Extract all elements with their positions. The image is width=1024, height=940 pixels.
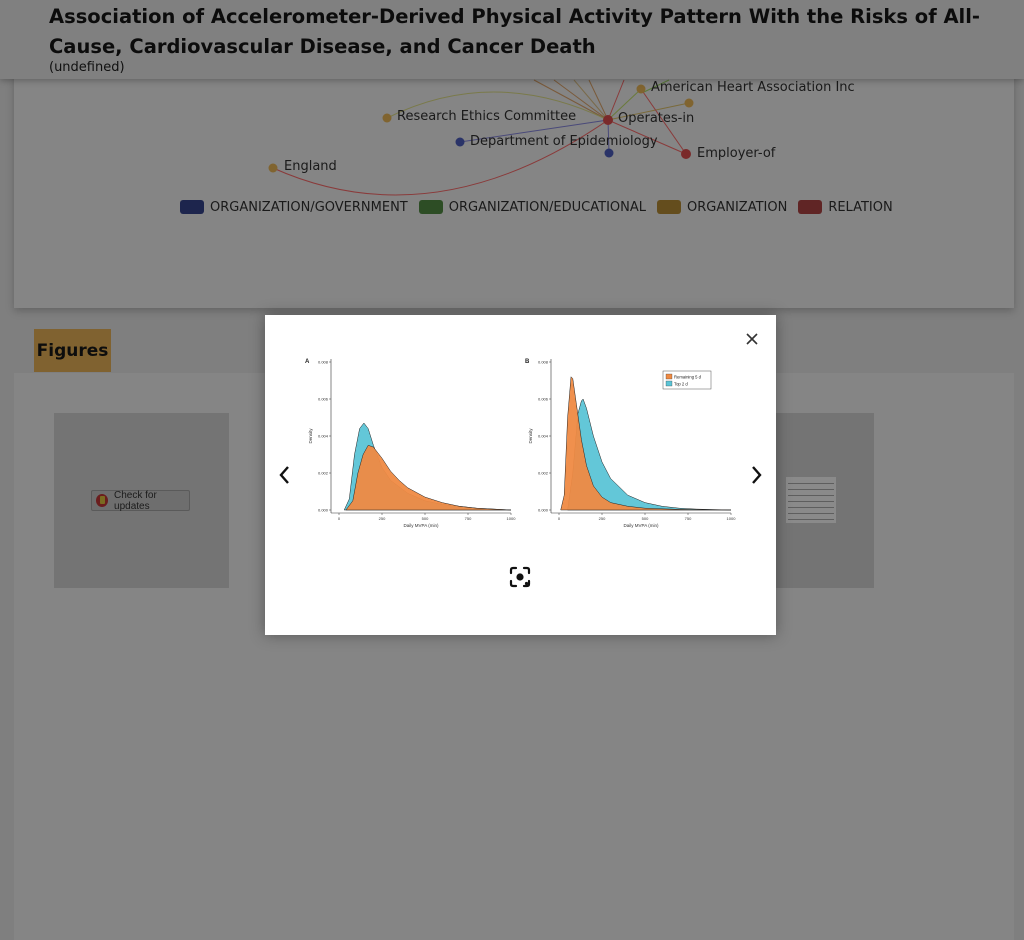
crossmark-icon <box>96 494 108 507</box>
close-button[interactable] <box>742 329 762 349</box>
y-tick-label: 0.000 <box>537 507 548 513</box>
legend-key <box>666 381 672 386</box>
x-tick-label: 250 <box>598 516 606 521</box>
graph-node-label[interactable]: Department of Epidemiology <box>470 134 658 149</box>
x-tick-label: 0 <box>557 516 561 521</box>
y-tick-label: 0.008 <box>537 359 548 365</box>
x-axis-label: Daily MVPA (min) <box>623 523 659 528</box>
y-tick-label: 0.004 <box>537 433 548 439</box>
chart-panel-b <box>525 359 736 528</box>
panel-letter: A <box>305 359 310 365</box>
previous-figure-button[interactable] <box>274 463 296 487</box>
legend-item[interactable] <box>798 200 892 215</box>
legend-swatch <box>180 200 204 214</box>
x-tick-label: 1000 <box>726 516 736 521</box>
x-tick-label: 1000 <box>506 516 516 521</box>
graph-node-label[interactable]: Operates-in <box>618 111 695 126</box>
legend-swatch <box>419 200 443 214</box>
figures-section-label: Figures <box>34 329 111 372</box>
legend-swatch <box>798 200 822 214</box>
check-for-updates-label: Check for updates <box>114 489 157 512</box>
legend-entry: Top 2 d <box>674 381 688 387</box>
chart-panel-a <box>305 359 516 528</box>
x-tick-label: 750 <box>684 516 692 521</box>
article-subtitle: (undefined) <box>49 60 125 75</box>
legend-item[interactable] <box>419 200 646 215</box>
figure-image <box>303 353 739 543</box>
density-area-remaining-5-d <box>346 445 511 510</box>
y-tick-label: 0.004 <box>317 433 328 439</box>
legend-item[interactable] <box>657 200 787 215</box>
legend-label: RELATION <box>828 199 893 215</box>
y-tick-label: 0.006 <box>537 396 548 402</box>
y-tick-label: 0.006 <box>317 396 328 402</box>
graph-node-label[interactable]: American Heart Association Inc <box>651 80 855 95</box>
y-tick-label: 0.008 <box>317 359 328 365</box>
graph-node-dot[interactable] <box>603 115 613 125</box>
graph-node-dot[interactable] <box>383 114 392 123</box>
x-tick-label: 500 <box>421 516 429 521</box>
y-axis-label: Density <box>308 428 313 444</box>
table-thumbnail-preview <box>786 477 836 523</box>
visual-search-button[interactable] <box>508 565 532 589</box>
x-tick-label: 500 <box>641 516 649 521</box>
figure-lightbox-modal <box>265 315 776 635</box>
chevron-left-icon <box>274 463 296 487</box>
panel-letter: B <box>525 359 530 365</box>
knowledge-graph-card <box>14 60 1014 308</box>
legend-item[interactable] <box>180 200 408 215</box>
graph-legend <box>180 198 904 216</box>
legend-label: ORGANIZATION/GOVERNMENT <box>210 199 408 215</box>
legend-entry: Remaining 5 d <box>674 374 702 380</box>
legend-label: ORGANIZATION/EDUCATIONAL <box>448 199 646 215</box>
x-tick-label: 250 <box>378 516 386 521</box>
article-title: Association of Accelerometer-Derived Physical Activity Pattern With the Risks of All-Cause, Cardiovascular Disease, and Cancer Death <box>49 5 981 58</box>
check-for-updates-badge[interactable] <box>91 490 190 511</box>
graph-node-dot[interactable] <box>269 164 278 173</box>
y-tick-label: 0.000 <box>317 507 328 513</box>
next-figure-button[interactable] <box>745 463 767 487</box>
legend-label: ORGANIZATION <box>687 199 788 215</box>
graph-node-dot[interactable] <box>685 99 694 108</box>
y-tick-label: 0.002 <box>537 470 548 476</box>
graph-node-dot[interactable] <box>456 138 465 147</box>
graph-node-dot[interactable] <box>605 149 614 158</box>
x-axis-label: Daily MVPA (min) <box>403 523 439 528</box>
x-tick-label: 0 <box>337 516 341 521</box>
graph-node-label[interactable]: Research Ethics Committee <box>397 109 577 124</box>
lens-icon <box>508 565 532 589</box>
graph-node-label[interactable]: England <box>284 159 337 174</box>
y-axis-label: Density <box>528 428 533 444</box>
article-header <box>0 0 1024 79</box>
graph-node-label[interactable]: Employer-of <box>697 146 776 161</box>
close-icon <box>742 329 762 349</box>
chevron-right-icon <box>745 463 767 487</box>
knowledge-graph-edges <box>14 60 1014 308</box>
graph-node-dot[interactable] <box>681 149 691 159</box>
x-tick-label: 750 <box>464 516 472 521</box>
legend-swatch <box>657 200 681 214</box>
graph-node-dot[interactable] <box>637 85 646 94</box>
y-tick-label: 0.002 <box>317 470 328 476</box>
legend-key <box>666 374 672 379</box>
